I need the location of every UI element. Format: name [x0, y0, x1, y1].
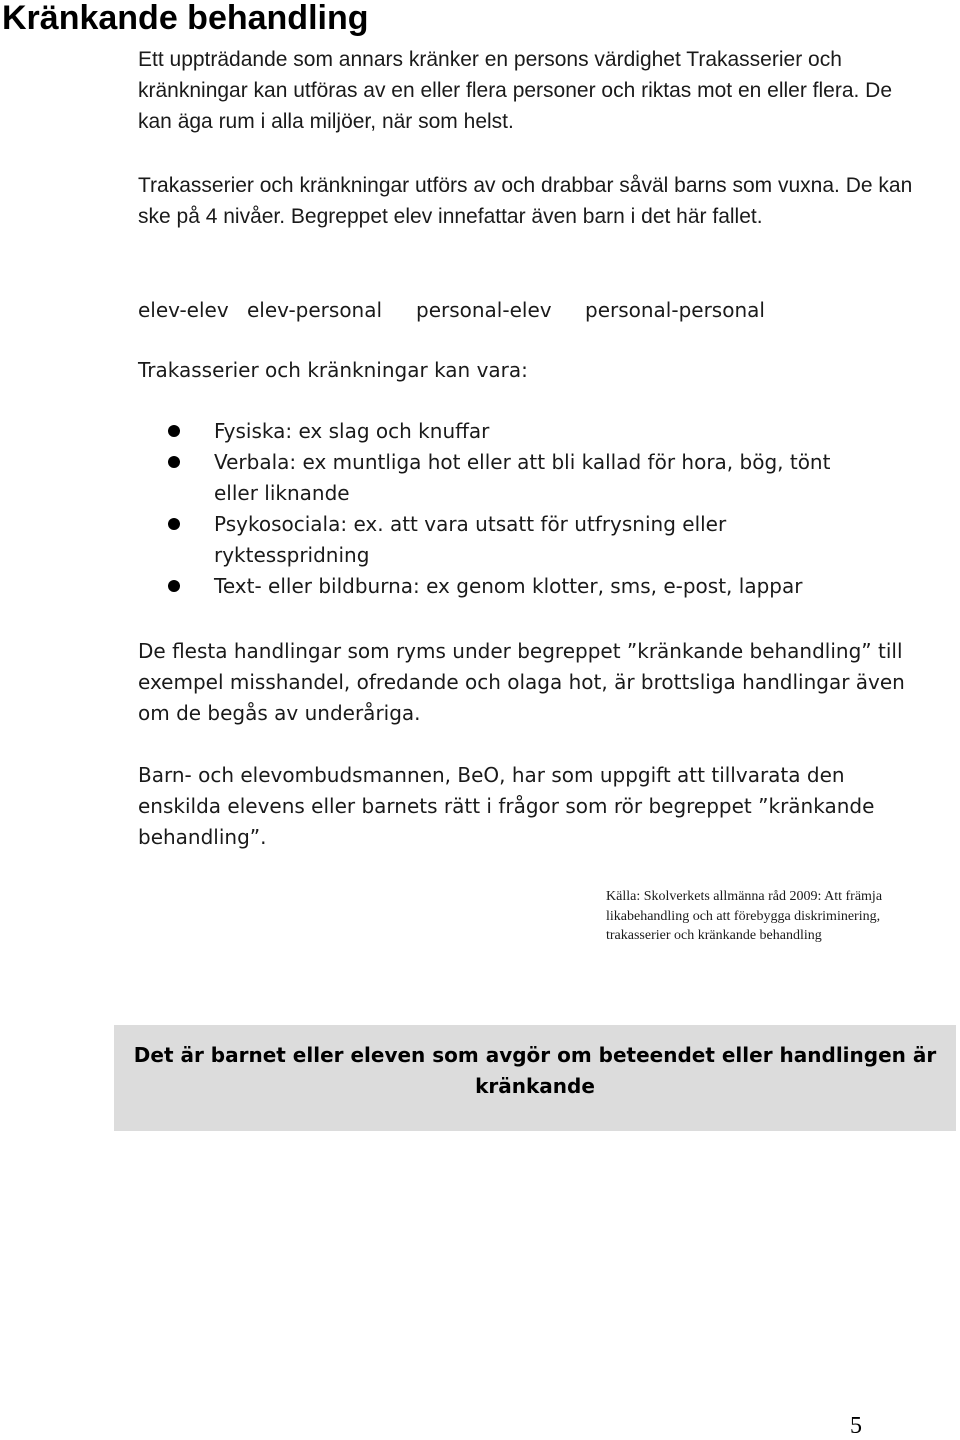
level-elev-elev: elev-elev [138, 298, 229, 322]
list-item-text: Text- eller bildburna: ex genom klotter, sms, e-post, lappar [214, 574, 803, 598]
levels-row [0, 294, 960, 326]
list-item-text: Fysiska: ex slag och knuffar [214, 419, 490, 443]
paragraph-beo: Barn- och elevombudsmannen, BeO, har som uppgift att tillvarata den enskilda elevens eller barnets rätt i frågor som rör begreppet ”kränkande behandling”. [138, 763, 875, 849]
bullet-icon [168, 518, 180, 530]
types-heading: Trakasserier och kränkningar kan vara: [138, 358, 528, 382]
list-item-text: Verbala: ex muntliga hot eller att bli kallad för hora, bög, tönt eller liknande [214, 450, 831, 505]
list-item-text: Psykosociala: ex. att vara utsatt för utfrysning eller ryktesspridning [214, 512, 727, 567]
list-item [0, 509, 854, 571]
source-note: Källa: Skolverkets allmänna råd 2009: Att främja likabehandling och att förebygga diskriminering, trakasserier och kränkande behandling [606, 889, 883, 943]
level-elev-personal: elev-personal [247, 298, 383, 322]
list-item [0, 447, 854, 509]
level-personal-elev: personal-elev [416, 298, 552, 322]
bullet-icon [168, 456, 180, 468]
bullet-icon [168, 580, 180, 592]
callout-box [114, 1025, 956, 1131]
bullet-icon [168, 425, 180, 437]
level-personal-personal: personal-personal [585, 298, 765, 322]
list-item [0, 416, 854, 447]
intro-paragraph-definition: Ett uppträdande som annars kränker en persons värdighet Trakasserier och kränkningar kan utföras av en eller flera personer och riktas mot en eller flera. De kan äga rum i alla miljöer, när som helst. [138, 48, 893, 133]
types-list [0, 416, 960, 602]
intro-paragraph-levels: Trakasserier och kränkningar utförs av och drabbar såväl barns som vuxna. De kan ske på 4 nivåer. Begreppet elev innefattar även barn i det här fallet. [138, 174, 913, 228]
paragraph-criminal-acts: De flesta handlingar som ryms under begreppet ”kränkande behandling” till exempel misshandel, ofredande och olaga hot, är brottsliga handlingar även om de begås av underåriga. [138, 639, 905, 725]
page-number: 5 [850, 1413, 862, 1439]
list-item [0, 571, 854, 602]
callout-text: Det är barnet eller eleven som avgör om beteendet eller handlingen är kränkande [133, 1043, 937, 1098]
page-title: Kränkande behandling [2, 0, 369, 37]
